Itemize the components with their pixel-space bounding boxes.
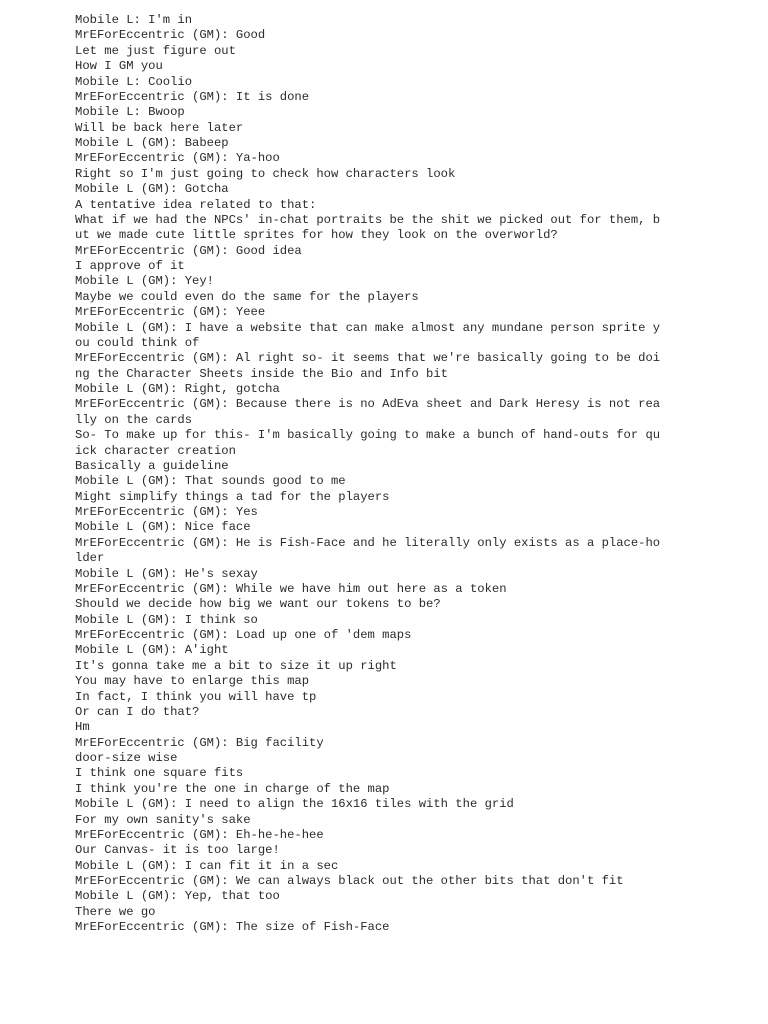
chat-line: Mobile L (GM): Nice face	[75, 520, 251, 535]
chat-line: Mobile L (GM): I have a website that can make almost any mundane person sprite y	[75, 320, 661, 335]
chat-line: ick character creation	[75, 443, 236, 458]
chat-line: MrEForEccentric (GM): Al right so- it seems that we're basically going to be doi	[75, 351, 661, 366]
chat-log	[75, 13, 675, 936]
chat-line: door-size wise	[75, 751, 178, 765]
chat-line: It's gonna take me a bit to size it up right	[75, 658, 397, 673]
chat-line: Might simplify things a tad for the players	[75, 489, 390, 504]
chat-line: Mobile L (GM): Yey!	[75, 274, 214, 289]
chat-line: In fact, I think you will have tp	[75, 689, 317, 704]
chat-line: There we go	[75, 904, 156, 919]
chat-line: MrEForEccentric (GM): Because there is no AdEva sheet and Dark Heresy is not rea	[75, 397, 661, 412]
chat-line: A tentative idea related to that:	[75, 197, 317, 212]
chat-line: Let me just figure out	[75, 43, 236, 58]
chat-line: Mobile L (GM): I need to align the 16x16 tiles with the grid	[75, 797, 514, 812]
chat-line: MrEForEccentric (GM): While we have him out here as a token	[75, 581, 507, 596]
chat-line: Mobile L (GM): I can fit it in a sec	[75, 858, 339, 873]
chat-line: Mobile L (GM): He's sexay	[75, 566, 258, 581]
chat-line: So- To make up for this- I'm basically going to make a bunch of hand-outs for qu	[75, 428, 661, 443]
chat-line: Basically a guideline	[75, 458, 229, 473]
chat-line: I think you're the one in charge of the map	[75, 781, 390, 796]
chat-line: Mobile L (GM): I think so	[75, 612, 258, 627]
chat-line: Our Canvas- it is too large!	[75, 843, 280, 858]
chat-line: MrEForEccentric (GM): Good idea	[75, 243, 302, 258]
chat-line: Mobile L (GM): Babeep	[75, 136, 229, 150]
chat-line: Or can I do that?	[75, 704, 200, 719]
chat-line: Mobile L (GM): Gotcha	[75, 182, 229, 197]
chat-line: Should we decide how big we want our tokens to be?	[75, 597, 441, 612]
chat-line: ou could think of	[75, 335, 200, 350]
chat-line: Mobile L (GM): Right, gotcha	[75, 382, 280, 396]
chat-line: MrEForEccentric (GM): Good	[75, 28, 266, 43]
chat-line: Mobile L (GM): A'ight	[75, 643, 229, 658]
chat-line: Maybe we could even do the same for the players	[75, 289, 419, 304]
chat-line: MrEForEccentric (GM): Yes	[75, 505, 258, 519]
chat-line: For my own sanity's sake	[75, 812, 251, 827]
chat-line: MrEForEccentric (GM): The size of Fish-Face	[75, 920, 390, 935]
chat-line: ng the Character Sheets inside the Bio and Info bit	[75, 366, 448, 381]
chat-line: Hm	[75, 720, 90, 735]
chat-line: MrEForEccentric (GM): Ya-hoo	[75, 151, 280, 166]
chat-line: MrEForEccentric (GM): We can always black out the other bits that don't fit	[75, 874, 624, 888]
chat-line: What if we had the NPCs' in-chat portraits be the shit we picked out for them, b	[75, 212, 661, 227]
chat-line: ut we made cute little sprites for how they look on the overworld?	[75, 228, 558, 243]
chat-line: MrEForEccentric (GM): Eh-he-he-hee	[75, 827, 324, 842]
chat-line: MrEForEccentric (GM): Big facility	[75, 735, 324, 750]
chat-line: Mobile L (GM): Yep, that too	[75, 889, 280, 904]
chat-line: MrEForEccentric (GM): He is Fish-Face and he literally only exists as a place-ho	[75, 535, 661, 550]
chat-line: Right so I'm just going to check how characters look	[75, 166, 456, 181]
chat-line: lly on the cards	[75, 412, 193, 427]
chat-line: MrEForEccentric (GM): Yeee	[75, 305, 266, 320]
chat-line: I approve of it	[75, 259, 185, 273]
chat-line: MrEForEccentric (GM): It is done	[75, 89, 310, 104]
chat-line: MrEForEccentric (GM): Load up one of 'dem maps	[75, 628, 412, 642]
chat-line: Mobile L (GM): That sounds good to me	[75, 474, 346, 489]
chat-line: How I GM you	[75, 59, 163, 74]
chat-line: Mobile L: I'm in	[75, 13, 193, 27]
chat-line: lder	[75, 551, 105, 566]
chat-line: Mobile L: Bwoop	[75, 105, 185, 120]
chat-line: You may have to enlarge this map	[75, 674, 310, 689]
chat-line: Mobile L: Coolio	[75, 74, 193, 89]
chat-line: I think one square fits	[75, 766, 244, 781]
chat-line: Will be back here later	[75, 120, 244, 135]
